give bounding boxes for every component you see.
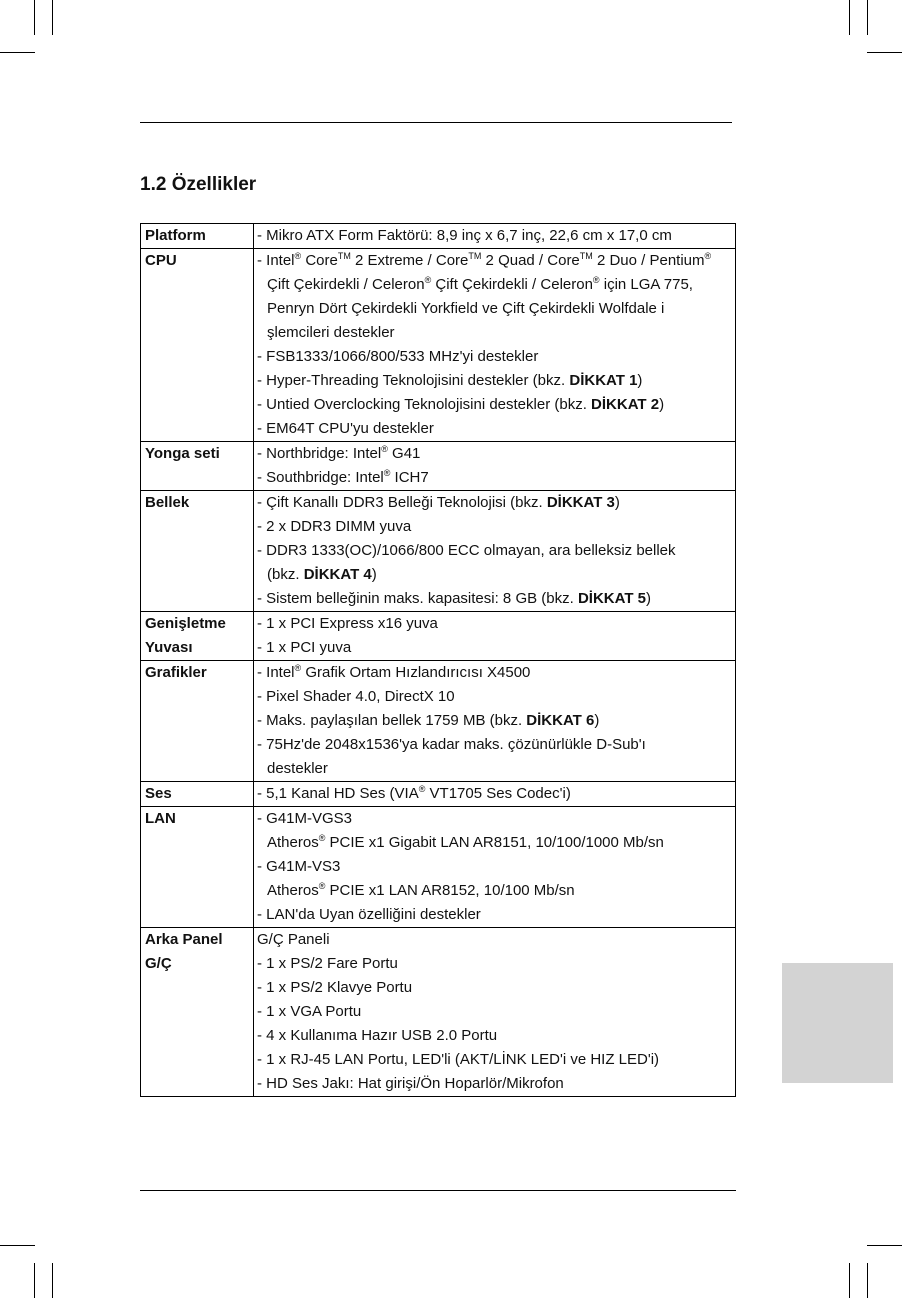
specs-table	[140, 223, 736, 1097]
spec-line-text: - Pixel Shader 4.0, DirectX 10	[257, 688, 455, 705]
spec-label-text: LAN	[145, 810, 176, 827]
spec-line-text: Atheros® PCIE x1 Gigabit LAN AR8151, 10/100/1000 Mb/sn	[267, 833, 664, 851]
spec-line-text: - 1 x PS/2 Fare Portu	[257, 955, 398, 972]
spec-line-text: - DDR3 1333(OC)/1066/800 ECC olmayan, ara belleksiz bellek	[257, 542, 676, 559]
spec-line	[257, 273, 735, 297]
spec-line	[257, 952, 735, 976]
spec-line-text: - 4 x Kullanıma Hazır USB 2.0 Portu	[257, 1027, 498, 1044]
spec-line	[257, 491, 735, 515]
spec-value	[254, 807, 736, 928]
spec-row	[141, 928, 736, 1097]
spec-line	[257, 757, 735, 781]
spec-row	[141, 782, 736, 807]
spec-line	[257, 321, 735, 345]
spec-line-suffix: )	[637, 372, 643, 389]
spec-label-text: Bellek	[145, 494, 190, 511]
note-reference: DİKKAT 5	[577, 590, 647, 607]
spec-label-text: Ses	[145, 785, 172, 802]
spec-label-text: Yuvası	[145, 639, 193, 656]
spec-line-text: - Sistem belleğinin maks. kapasitesi: 8 GB (bkz.	[257, 590, 578, 607]
spec-row	[141, 224, 736, 249]
spec-line	[257, 855, 735, 879]
crop-mark	[867, 0, 868, 35]
spec-line-text: destekler	[267, 760, 328, 777]
spec-label	[141, 442, 254, 491]
spec-line	[257, 709, 735, 733]
spec-line	[257, 417, 735, 441]
crop-mark	[867, 1263, 868, 1298]
language-side-tab	[782, 963, 893, 1083]
spec-label-text: Grafikler	[145, 664, 207, 681]
spec-line	[257, 442, 735, 466]
spec-line-suffix: )	[594, 712, 600, 729]
spec-line	[257, 903, 735, 927]
spec-line-suffix: )	[371, 566, 377, 583]
spec-line	[257, 393, 735, 417]
spec-value	[254, 249, 736, 442]
spec-line-text: - Mikro ATX Form Faktörü: 8,9 inç x 6,7 inç, 22,6 cm x 17,0 cm	[257, 227, 672, 244]
spec-label-text: Yonga seti	[145, 445, 220, 462]
crop-mark	[0, 1245, 35, 1246]
crop-mark	[0, 52, 35, 53]
note-reference: DİKKAT 6	[526, 712, 595, 729]
spec-line-suffix: )	[614, 494, 620, 511]
spec-value	[254, 442, 736, 491]
spec-line-text: şlemcileri destekler	[267, 324, 395, 341]
spec-line-text: - 1 x VGA Portu	[257, 1003, 362, 1020]
spec-line-text: - G41M-VS3	[257, 858, 341, 875]
spec-line-text: - 1 x PCI yuva	[257, 639, 352, 656]
crop-mark	[849, 0, 850, 35]
crop-mark	[867, 1245, 902, 1246]
spec-line	[257, 685, 735, 709]
spec-row	[141, 807, 736, 928]
crop-mark	[34, 0, 35, 35]
crop-mark	[867, 52, 902, 53]
spec-label	[141, 807, 254, 928]
footer-rule	[140, 1190, 736, 1191]
spec-line-text: - Northbridge: Intel® G41	[257, 444, 421, 462]
spec-line	[257, 636, 735, 660]
spec-label-text: Arka Panel	[145, 931, 223, 948]
spec-line-text: - G41M-VGS3	[257, 810, 353, 827]
spec-line	[257, 879, 735, 903]
spec-line-text: - LAN'da Uyan özelliğini destekler	[257, 906, 481, 923]
spec-value	[254, 782, 736, 807]
spec-line	[257, 831, 735, 855]
spec-line-suffix: )	[659, 396, 665, 413]
spec-row	[141, 491, 736, 612]
spec-line-text: G/Ç Paneli	[257, 931, 330, 948]
spec-value	[254, 928, 736, 1097]
section-title: 1.2 Özellikler	[140, 174, 257, 195]
spec-line	[257, 928, 735, 952]
spec-label-text: Platform	[145, 227, 206, 244]
spec-line	[257, 563, 735, 587]
spec-value	[254, 661, 736, 782]
spec-line-text: Çift Çekirdekli / Celeron® Çift Çekirdekli / Celeron® için LGA 775,	[267, 275, 693, 293]
spec-value	[254, 224, 736, 249]
spec-line	[257, 369, 735, 393]
crop-mark	[52, 1263, 53, 1298]
spec-label-text: Genişletme	[145, 615, 226, 632]
spec-line-text: - Intel® Core™ 2 Extreme / Core™ 2 Quad / Core™ 2 Duo / Pentium®	[257, 251, 712, 269]
spec-line	[257, 733, 735, 757]
spec-line	[257, 466, 735, 490]
note-reference: DİKKAT 3	[546, 494, 615, 511]
spec-line-text: - Çift Kanallı DDR3 Belleği Teknolojisi (bkz.	[257, 494, 547, 511]
spec-line	[257, 1024, 735, 1048]
spec-line	[257, 807, 735, 831]
spec-line-text: Atheros® PCIE x1 LAN AR8152, 10/100 Mb/sn	[267, 881, 575, 899]
crop-mark	[849, 1263, 850, 1298]
spec-line	[257, 661, 735, 685]
spec-line-text: - FSB1333/1066/800/533 MHz'yi destekler	[257, 348, 539, 365]
spec-row	[141, 249, 736, 442]
spec-line-text: (bkz.	[267, 566, 304, 583]
spec-line	[257, 976, 735, 1000]
spec-line-text: - Hyper-Threading Teknolojisini destekler (bkz.	[257, 372, 570, 389]
crop-mark	[34, 1263, 35, 1298]
spec-line	[257, 297, 735, 321]
spec-row	[141, 612, 736, 661]
spec-row	[141, 661, 736, 782]
spec-line	[257, 515, 735, 539]
spec-line-text: - Maks. paylaşılan bellek 1759 MB (bkz.	[257, 712, 527, 729]
crop-mark	[52, 0, 53, 35]
spec-line	[257, 1072, 735, 1096]
spec-line-text: - Intel® Grafik Ortam Hızlandırıcısı X4500	[257, 663, 531, 681]
spec-line	[257, 345, 735, 369]
spec-line-suffix: )	[646, 590, 652, 607]
spec-label	[141, 224, 254, 249]
spec-line	[257, 1048, 735, 1072]
spec-line-text: - HD Ses Jakı: Hat girişi/Ön Hoparlör/Mikrofon	[257, 1075, 564, 1092]
spec-line-text: - Southbridge: Intel® ICH7	[257, 468, 429, 486]
header-rule	[140, 122, 732, 123]
spec-line	[257, 1000, 735, 1024]
spec-line-text: - 1 x PCI Express x16 yuva	[257, 615, 438, 632]
spec-line-text: - EM64T CPU'yu destekler	[257, 420, 434, 437]
spec-line-text: - 1 x PS/2 Klavye Portu	[257, 979, 413, 996]
spec-line	[257, 612, 735, 636]
note-reference: DİKKAT 4	[303, 566, 372, 583]
spec-label	[141, 782, 254, 807]
spec-line	[257, 249, 735, 273]
spec-label-text: CPU	[145, 252, 177, 269]
spec-line-text: - Untied Overclocking Teknolojisini destekler (bkz.	[257, 396, 592, 413]
note-reference: DİKKAT 2	[591, 396, 660, 413]
spec-row	[141, 442, 736, 491]
spec-label-text: G/Ç	[145, 955, 172, 972]
spec-line	[257, 782, 735, 806]
spec-label	[141, 249, 254, 442]
spec-line	[257, 224, 735, 248]
spec-line-text: Penryn Dört Çekirdekli Yorkfield ve Çift Çekirdekli Wolfdale i	[267, 300, 665, 317]
spec-label	[141, 612, 254, 661]
spec-label	[141, 491, 254, 612]
spec-line-text: - 5,1 Kanal HD Ses (VIA® VT1705 Ses Codec'i)	[257, 784, 571, 802]
spec-line	[257, 539, 735, 563]
spec-line-text: - 1 x RJ-45 LAN Portu, LED'li (AKT/LİNK LED'i ve HIZ LED'i)	[257, 1051, 660, 1068]
spec-line	[257, 587, 735, 611]
spec-label	[141, 661, 254, 782]
specs-table-body	[141, 224, 736, 1097]
spec-line-text: - 2 x DDR3 DIMM yuva	[257, 518, 412, 535]
spec-line-text: - 75Hz'de 2048x1536'ya kadar maks. çözünürlükle D-Sub'ı	[257, 736, 646, 753]
spec-value	[254, 491, 736, 612]
spec-label	[141, 928, 254, 1097]
spec-value	[254, 612, 736, 661]
note-reference: DİKKAT 1	[569, 372, 638, 389]
